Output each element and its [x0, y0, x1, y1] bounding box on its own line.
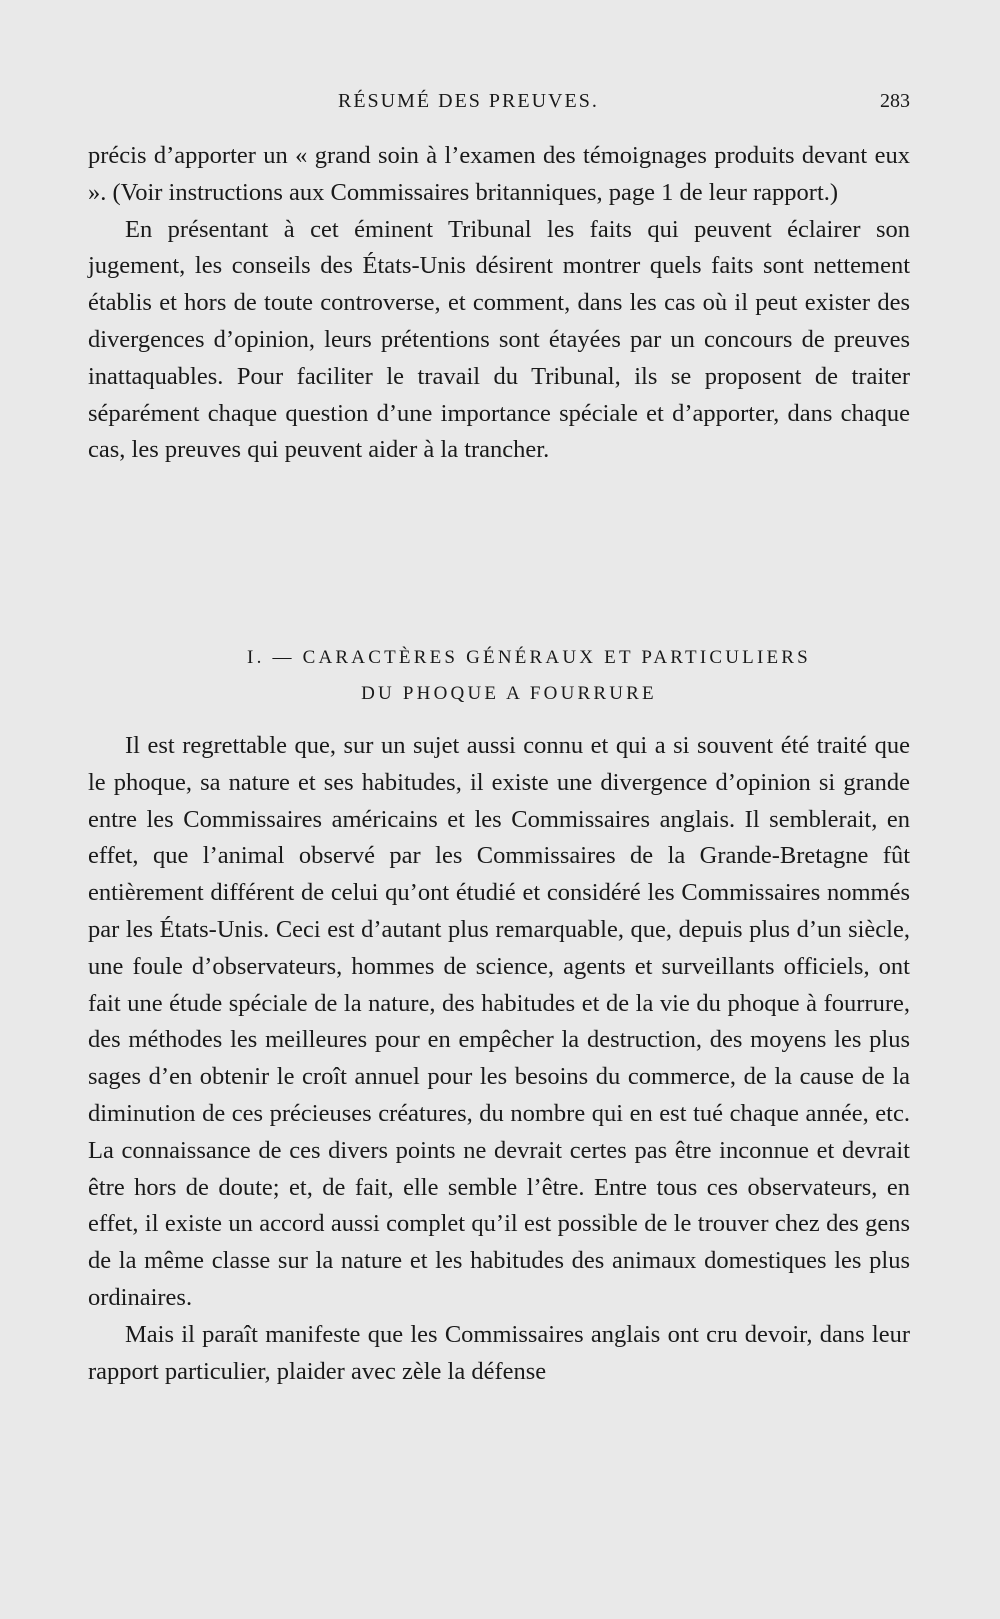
section-heading — [88, 640, 910, 712]
section-heading-line-1: I. — CARACTÈRES GÉNÉRAUX ET PARTICULIERS — [247, 647, 811, 668]
section-heading-line-2: DU PHOQUE A FOURRURE — [361, 683, 657, 704]
section-paragraph-1: Il est regrettable que, sur un sujet aussi connu et qui a si souvent été traité que le phoque, sa nature et ses habitudes, il existe une divergence d’opinion si grande entre les Commissaires américains et les Commissaires anglais. Il semblerait, en effet, que l’animal observé par les Commissaires de la Grande-Bretagne fût entièrement différent de celui qu’ont étudié et considéré les Commissaires nommés par les États-Unis. Ceci est d’autant plus remarquable, que, depuis plus d’un siècle, une foule d’observateurs, hommes de science, agents et surveillants officiels, ont fait une étude spéciale de la nature, des habitudes et de la vie du phoque à fourrure, des méthodes les meilleures pour en empêcher la destruction, des moyens les plus sages d’en obtenir le croît annuel pour les besoins du commerce, de la cause de la diminution de ces précieuses créatures, du nombre qui en est tué chaque année, etc. La connaissance de ces divers points ne devrait certes pas être inconnue et devrait être hors de doute; et, de fait, elle semble l’être. Entre tous ces observateurs, en effet, il existe un accord aussi complet qu’il est possible de le trouver chez des gens de la même classe sur la nature et les habitudes des animaux domestiques les plus ordinaires. — [88, 732, 910, 1311]
page-number: 283 — [880, 90, 910, 112]
section-text — [88, 728, 910, 1390]
intro-text — [88, 138, 910, 469]
section-paragraph-2: Mais il paraît manifeste que les Commissaires anglais ont cru devoir, dans leur rapport particulier, plaider avec zèle la défense — [88, 1320, 910, 1385]
running-head — [88, 90, 910, 120]
intro-paragraph-2: En présentant à cet éminent Tribunal les faits qui peuvent éclairer son jugement, les conseils des États-Unis désirent montrer quels faits sont nettement établis et hors de toute controverse, et comment, dans les cas où il peut exister des divergences d’opinion, leurs prétentions sont étayées par un concours de preuves inattaquables. Pour faciliter le travail du Tribunal, ils se proposent de traiter séparément chaque question d’une importance spéciale et d’apporter, dans chaque cas, les preuves qui peuvent aider à la trancher. — [88, 215, 910, 464]
running-title: RÉSUMÉ DES PREUVES. — [338, 90, 599, 112]
intro-paragraph-1: précis d’apporter un « grand soin à l’examen des témoignages produits devant eux ». (Voir instructions aux Commissaires britanniques, page 1 de leur rapport.) — [88, 142, 910, 206]
